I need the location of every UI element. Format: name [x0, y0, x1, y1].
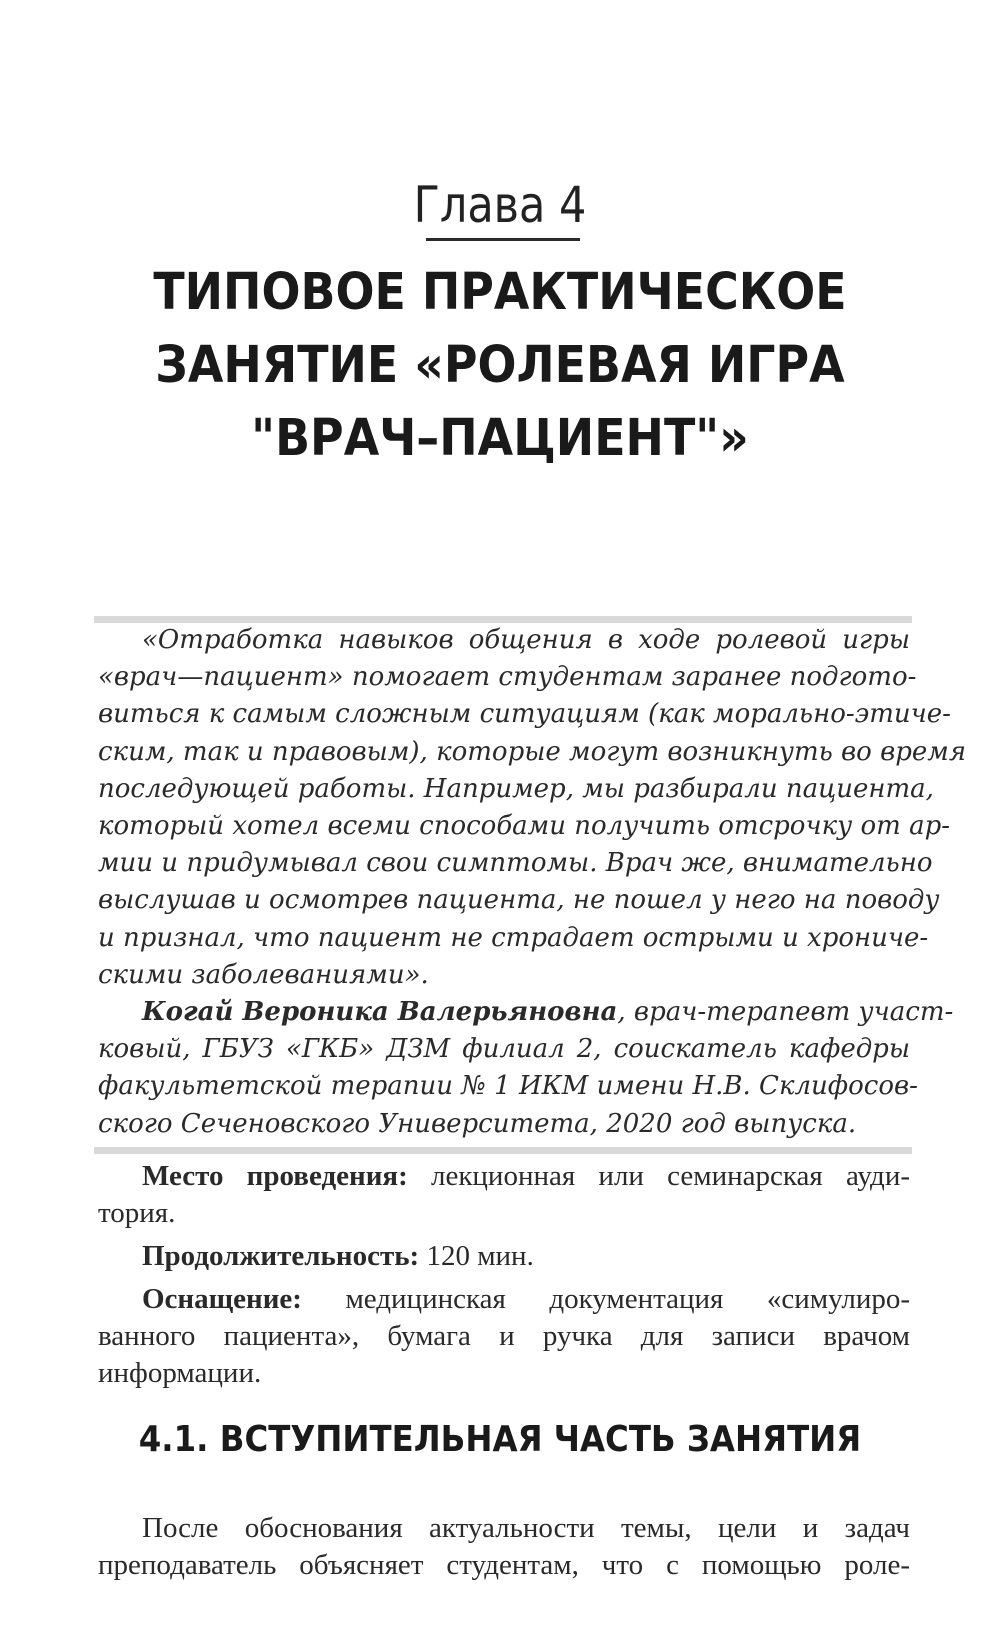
- chapter-title-line: ЗАНЯТИЕ «РОЛЕВАЯ ИГРА: [155, 336, 845, 395]
- place-value: лекционная или семинарская ауди-: [407, 1160, 910, 1192]
- body-line: После обоснования актуальности темы, цели и задач: [142, 1512, 910, 1544]
- quote-line: «врач—пациент» помогает студентам заранее подгото-: [98, 662, 917, 693]
- equipment-label: Оснащение:: [142, 1283, 302, 1315]
- quote-author-credentials: факультетской терапии № 1 ИКМ имени Н.В. Склифосов-: [98, 1071, 918, 1102]
- duration-line: [98, 1238, 910, 1275]
- section-heading: 4.1. ВСТУПИТЕЛЬНАЯ ЧАСТЬ ЗАНЯТИЯ: [138, 1419, 862, 1460]
- quote-line: виться к самым сложным ситуациям (как морально-этиче-: [98, 699, 951, 730]
- equipment-value-cont: информации.: [98, 1357, 262, 1389]
- duration-value: 120 мин.: [419, 1240, 534, 1272]
- chapter-title-line: ТИПОВОЕ ПРАКТИЧЕСКОЕ: [153, 263, 847, 322]
- chapter-label: Глава 4: [413, 176, 587, 234]
- equipment-line: [98, 1281, 910, 1318]
- chapter-title: [0, 256, 1000, 475]
- place-label: Место проведения:: [142, 1160, 408, 1192]
- lesson-info: [98, 1158, 910, 1392]
- section-body: [98, 1510, 910, 1584]
- equipment-value-cont: ванного пациента», бумага и ручка для записи врачом: [98, 1320, 910, 1352]
- quote-attribution: [98, 994, 954, 1031]
- quote-line: скими заболеваниями».: [98, 959, 429, 990]
- chapter-underline: [426, 238, 580, 241]
- quote-line: мии и придумывал свои симптомы. Врач же, внимательно: [98, 848, 933, 879]
- quote-line: последующей работы. Например, мы разбирали пациента,: [98, 773, 934, 804]
- chapter-title-line: "ВРАЧ–ПАЦИЕНТ"»: [251, 409, 749, 468]
- quote-line: ским, так и правовым), которые могут возникнуть во время: [98, 736, 967, 767]
- epigraph-quote: [98, 622, 967, 1143]
- place-value-cont: тория.: [98, 1197, 176, 1229]
- quote-line: «Отработка навыков общения в ходе ролевой игры: [142, 625, 910, 655]
- duration-label: Продолжительность:: [142, 1240, 420, 1272]
- place-line: [98, 1158, 910, 1195]
- quote-bottom-rule: [94, 1147, 912, 1154]
- quote-author-credentials: ского Сеченовского Университета, 2020 год выпуска.: [98, 1108, 857, 1139]
- equipment-value: медицинская документация «симулиро-: [301, 1283, 910, 1315]
- body-line: преподаватель объясняет студентам, что с помощью роле-: [98, 1549, 910, 1581]
- quote-line: который хотел всеми способами получить отсрочку от ар-: [98, 811, 950, 842]
- quote-author-credentials: ковый, ГБУЗ «ГКБ» ДЗМ филиал 2, соискатель кафедры: [98, 1034, 910, 1065]
- quote-author-credentials: , врач-терапевт участ-: [617, 997, 954, 1028]
- quote-line: выслушав и осмотрев пациента, не пошел у него на поводу: [98, 885, 940, 916]
- quote-author-name: Когай Вероника Валерьяновна: [142, 997, 618, 1028]
- quote-line: и признал, что пациент не страдает острыми и хрониче-: [98, 922, 929, 953]
